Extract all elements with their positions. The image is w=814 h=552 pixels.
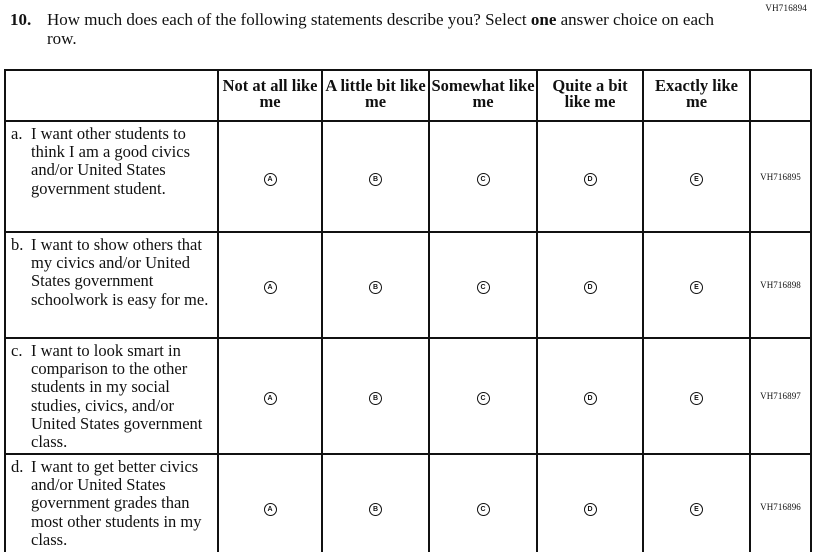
- option-cell: [643, 121, 750, 232]
- option-cell: [322, 338, 429, 454]
- option-cell: [429, 232, 537, 338]
- statement-letter: d.: [11, 457, 24, 476]
- option-cell: [218, 338, 322, 454]
- statement-cell: [5, 121, 218, 232]
- header-id: [750, 70, 811, 121]
- statement-text: I want to get better civics and/or United States government grades than most other students in my class.: [31, 457, 202, 549]
- header-row: [5, 70, 811, 121]
- option-cell: [322, 121, 429, 232]
- option-cell: [218, 121, 322, 232]
- option-cell: [322, 454, 429, 552]
- option-cell: [643, 454, 750, 552]
- question-text: [47, 10, 730, 48]
- option-cell: [643, 232, 750, 338]
- option-cell: [218, 232, 322, 338]
- answer-bubble[interactable]: C: [477, 281, 490, 294]
- column-header: A little bit like me: [322, 70, 429, 121]
- survey-table: [4, 69, 812, 552]
- statement-row: [5, 232, 811, 338]
- row-id: VH716897: [750, 338, 811, 454]
- question-text-bold: one: [530, 10, 557, 29]
- answer-bubble[interactable]: C: [477, 503, 490, 516]
- answer-bubble[interactable]: A: [264, 392, 277, 405]
- statement-letter: c.: [11, 341, 23, 360]
- option-cell: [429, 121, 537, 232]
- option-cell: [322, 232, 429, 338]
- statement-row: [5, 338, 811, 454]
- option-cell: [643, 338, 750, 454]
- option-cell: [537, 232, 643, 338]
- answer-bubble[interactable]: D: [584, 503, 597, 516]
- answer-bubble[interactable]: D: [584, 392, 597, 405]
- answer-bubble[interactable]: A: [264, 281, 277, 294]
- row-id: VH716898: [750, 232, 811, 338]
- statement-cell: [5, 338, 218, 454]
- answer-bubble[interactable]: B: [369, 503, 382, 516]
- column-header: Somewhat like me: [429, 70, 537, 121]
- question-text-after: answer choice on each row.: [47, 10, 715, 48]
- column-header: Quite a bit like me: [537, 70, 643, 121]
- option-cell: [537, 454, 643, 552]
- question-text-before: How much does each of the following statements describe you? Select: [47, 10, 527, 29]
- option-cell: [537, 121, 643, 232]
- statement-cell: [5, 232, 218, 338]
- statement-text: I want other students to think I am a good civics and/or United States government student.: [31, 124, 191, 198]
- option-cell: [429, 454, 537, 552]
- answer-bubble[interactable]: E: [690, 173, 703, 186]
- statement-text: I want to show others that my civics and/or United States government schoolwork is easy for me.: [31, 235, 209, 309]
- statement-row: [5, 121, 811, 232]
- option-cell: [218, 454, 322, 552]
- statement-row: [5, 454, 811, 552]
- question-number: 10.: [10, 10, 32, 29]
- answer-bubble[interactable]: C: [477, 173, 490, 186]
- answer-bubble[interactable]: B: [369, 173, 382, 186]
- statement-letter: b.: [11, 235, 24, 254]
- statement-cell: [5, 454, 218, 552]
- statement-text: I want to look smart in comparison to the other students in my social studies, civics, and/or United States government class.: [31, 341, 203, 452]
- answer-bubble[interactable]: B: [369, 281, 382, 294]
- option-cell: [537, 338, 643, 454]
- column-header: Not at all like me: [218, 70, 322, 121]
- column-header: Exactly like me: [643, 70, 750, 121]
- statement-letter: a.: [11, 124, 23, 143]
- answer-bubble[interactable]: D: [584, 173, 597, 186]
- answer-bubble[interactable]: A: [264, 173, 277, 186]
- answer-bubble[interactable]: E: [690, 392, 703, 405]
- answer-bubble[interactable]: C: [477, 392, 490, 405]
- answer-bubble[interactable]: E: [690, 281, 703, 294]
- row-id: VH716896: [750, 454, 811, 552]
- option-cell: [429, 338, 537, 454]
- row-id: VH716895: [750, 121, 811, 232]
- header-statement: [5, 70, 218, 121]
- answer-bubble[interactable]: A: [264, 503, 277, 516]
- question: [10, 10, 730, 48]
- answer-bubble[interactable]: B: [369, 392, 382, 405]
- answer-bubble[interactable]: E: [690, 503, 703, 516]
- item-id: VH716894: [765, 3, 807, 13]
- answer-bubble[interactable]: D: [584, 281, 597, 294]
